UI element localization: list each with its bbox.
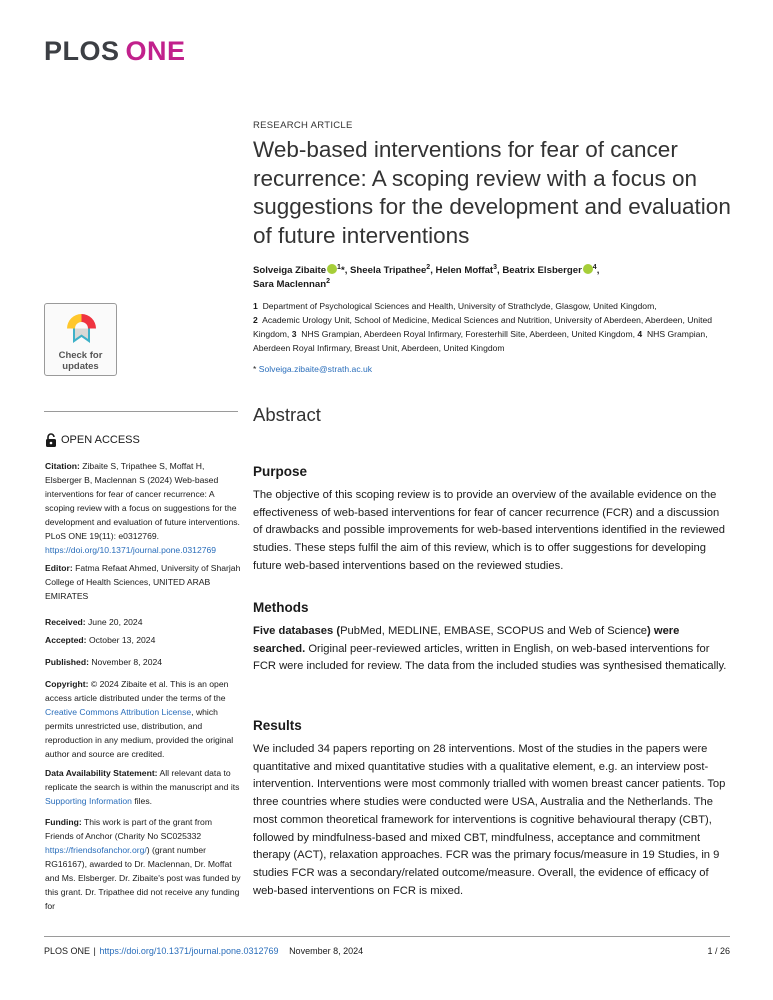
funding-block: [45, 815, 241, 913]
copyright-text-1: © 2024 Zibaite et al. This is an open access article distributed under the terms of the: [45, 679, 229, 703]
article-type: RESEARCH ARTICLE: [253, 120, 353, 131]
sidebar-divider: [44, 411, 238, 412]
results-heading: Results: [253, 718, 302, 733]
author-affil-sup: 3: [493, 264, 497, 271]
affiliation-text: NHS Grampian, Aberdeen Royal Infirmary, Breast Unit, Aberdeen, United Kingdom: [253, 329, 708, 353]
funding-text-1: This work is part of the grant from Friends of Anchor (Charity No SC025332: [45, 817, 212, 841]
author-affil-sup: 1: [337, 264, 341, 271]
data-availability-label: Data Availability Statement:: [45, 768, 158, 778]
page-number: 1 / 26: [707, 946, 730, 956]
author-name[interactable]: Sheela Tripathee: [350, 265, 427, 276]
footer-divider: [44, 936, 730, 937]
purpose-paragraph: The objective of this scoping review is to provide an overview of the available evidence on the effectiveness of web-based interventions for fear of cancer recurrence (FCR) and a discussion of drawbacks and possible improvements for web-based interventions identified in the reviewed studies. These steps fulfil the aim of this review, which is to offer suggestions for developing future web-based interventions based on the reviewed studies.: [253, 489, 725, 572]
affiliation-number: 4: [637, 329, 643, 339]
supporting-information-link[interactable]: Supporting Information: [45, 796, 132, 806]
footer: [44, 946, 363, 956]
copyright-text-2: , which permits unrestricted use, distribution, and reproduction in any medium, provided the original author and source are credited.: [45, 707, 234, 759]
results-paragraph: We included 34 papers reporting on 28 interventions. Most of the studies in the papers were quantitative and mixed quantitative studies with a qualitative element, e.g. an interview post-intervention. Interventions were most commonly trialled with women breast cancer patients. Top three countries where studies were conducted were USA, Australia and the Netherlands. The most common theoretical framework for interventions is cognitive behavioural therapy (CBT), followed by mindfulness-based and mixed CBT, mindfulness, acceptance and commitment therapy (ACT), relaxation approaches. FCR was the primary focus/measure in 19 Studies, in 9 studies FCR was a secondary/related outcome/measure. Overall, the evidence of efficacy of web-based interventions on FCR is mixed.: [253, 743, 726, 897]
methods-bold-2: ) were searched.: [253, 625, 680, 655]
crossmark-icon: [65, 312, 98, 346]
logo-one: ONE: [125, 36, 186, 66]
editor-text: Fatma Refaat Ahmed, University of Sharjah College of Health Sciences, UNITED ARAB EMIRATES: [45, 563, 241, 601]
methods-databases: PubMed, MEDLINE, EMBASE, SCOPUS and Web of Science: [340, 625, 648, 637]
funding-label: Funding:: [45, 817, 82, 827]
received-label: Received:: [45, 617, 86, 627]
affiliation-number: 2: [253, 315, 258, 325]
methods-heading: Methods: [253, 600, 309, 615]
crossmark-label-2: updates: [62, 361, 99, 372]
affiliation-text: NHS Grampian, Aberdeen Royal Infirmary, Foresterhill Site, Aberdeen, United Kingdom,: [301, 329, 635, 339]
data-availability-block: [45, 766, 241, 808]
citation-block: [45, 459, 241, 557]
corresponding-marker: *: [253, 364, 257, 374]
author-name[interactable]: Beatrix Elsberger: [502, 265, 582, 276]
author-affil-sup: 2: [326, 278, 330, 285]
received-date: June 20, 2024: [88, 617, 143, 627]
affiliation-text: Department of Psychological Sciences and Health, University of Strathclyde, Glasgow, United Kingdom,: [262, 301, 657, 311]
affiliation-number: 3: [291, 329, 297, 339]
affiliation-text: Academic Urology Unit, School of Medicine, Medical Sciences and Nutrition, University of Aberdeen, Aberdeen, United Kingdom,: [253, 315, 713, 339]
published-block: [45, 655, 241, 669]
author-name[interactable]: Helen Moffat: [435, 265, 494, 276]
journal-logo: [44, 36, 186, 67]
author-list: Solveiga Zibaite $^1$*, Sheela Tripathee$^2$, Helen Moffat$^3$, Beatrix Elsberger $^4$, Sara Maclennan$^2$: [253, 264, 600, 290]
citation-doi-link[interactable]: https://doi.org/10.1371/journal.pone.0312769: [45, 545, 217, 555]
accepted-date: October 13, 2024: [88, 635, 156, 645]
footer-date: November 8, 2024: [289, 946, 364, 956]
editor-block: [45, 561, 241, 603]
funding-text-2: ) (grant number RG16167), awarded to Dr. Maclennan, Dr. Moffat and Ms. Elsberger. Dr. Zibaite's post was funded by this grant. Dr. Tripathee did not receive any funding for: [45, 845, 241, 911]
editor-label: Editor:: [45, 563, 73, 573]
data-availability-text-1: All relevant data to replicate the search is within the manuscript and its: [45, 768, 240, 792]
data-availability-text-2: files.: [134, 796, 153, 806]
accepted-label: Accepted:: [45, 635, 87, 645]
methods-paragraph: [253, 623, 731, 676]
accepted-block: [45, 633, 241, 647]
published-label: Published:: [45, 657, 89, 667]
received-block: [45, 615, 241, 629]
copyright-label: Copyright:: [45, 679, 89, 689]
orcid-icon[interactable]: [583, 264, 593, 274]
open-lock-icon: [45, 433, 57, 447]
footer-journal: PLOS ONE: [44, 946, 91, 956]
citation-label: Citation:: [45, 461, 80, 471]
crossmark-label-1: Check for: [58, 350, 103, 361]
author-affil-sup: 2: [426, 264, 431, 271]
orcid-icon[interactable]: [327, 264, 337, 274]
citation-text: Zibaite S, Tripathee S, Moffat H, Elsberger B, Maclennan S (2024) Web-based interventions for fear of cancer recurrence: A scoping review with a focus on suggestions for the development and evaluation of future interventions. PLoS ONE 19(11): e0312769.: [45, 461, 240, 541]
corresponding-email-link[interactable]: Solveiga.zibaite@strath.ac.uk: [258, 364, 373, 374]
article-title: Web-based interventions for fear of cancer recurrence: A scoping review with a focus on suggestions for the development and evaluation of future interventions: [253, 137, 731, 248]
license-link[interactable]: Creative Commons Attribution License: [45, 707, 192, 717]
methods-text: Original peer-reviewed articles, written in English, on web-based interventions for FCR were included for review. The data from the included studies was synthesised thematically.: [253, 642, 727, 673]
check-for-updates-badge[interactable]: [44, 303, 117, 376]
author-name[interactable]: Sara Maclennan: [253, 279, 327, 290]
funding-link[interactable]: https://friendsofanchor.org/: [45, 845, 147, 855]
logo-plos: PLOS: [44, 36, 120, 66]
affiliations: [253, 299, 731, 355]
footer-separator: |: [93, 946, 96, 956]
author-affil-sup: 4: [592, 264, 597, 271]
copyright-block: [45, 677, 241, 761]
footer-doi-link[interactable]: https://doi.org/10.1371/journal.pone.0312769: [99, 946, 279, 956]
abstract-heading: Abstract: [253, 404, 321, 425]
corresponding-star: *: [340, 265, 345, 276]
open-access-badge: [45, 433, 140, 447]
corresponding-author: [253, 364, 731, 374]
methods-bold-1: Five databases (: [253, 625, 341, 637]
author-name[interactable]: Solveiga Zibaite: [253, 265, 327, 276]
open-access-label: OPEN ACCESS: [61, 434, 140, 446]
affiliation-number: 1: [253, 301, 258, 311]
published-date: November 8, 2024: [91, 657, 163, 667]
purpose-heading: Purpose: [253, 464, 308, 479]
